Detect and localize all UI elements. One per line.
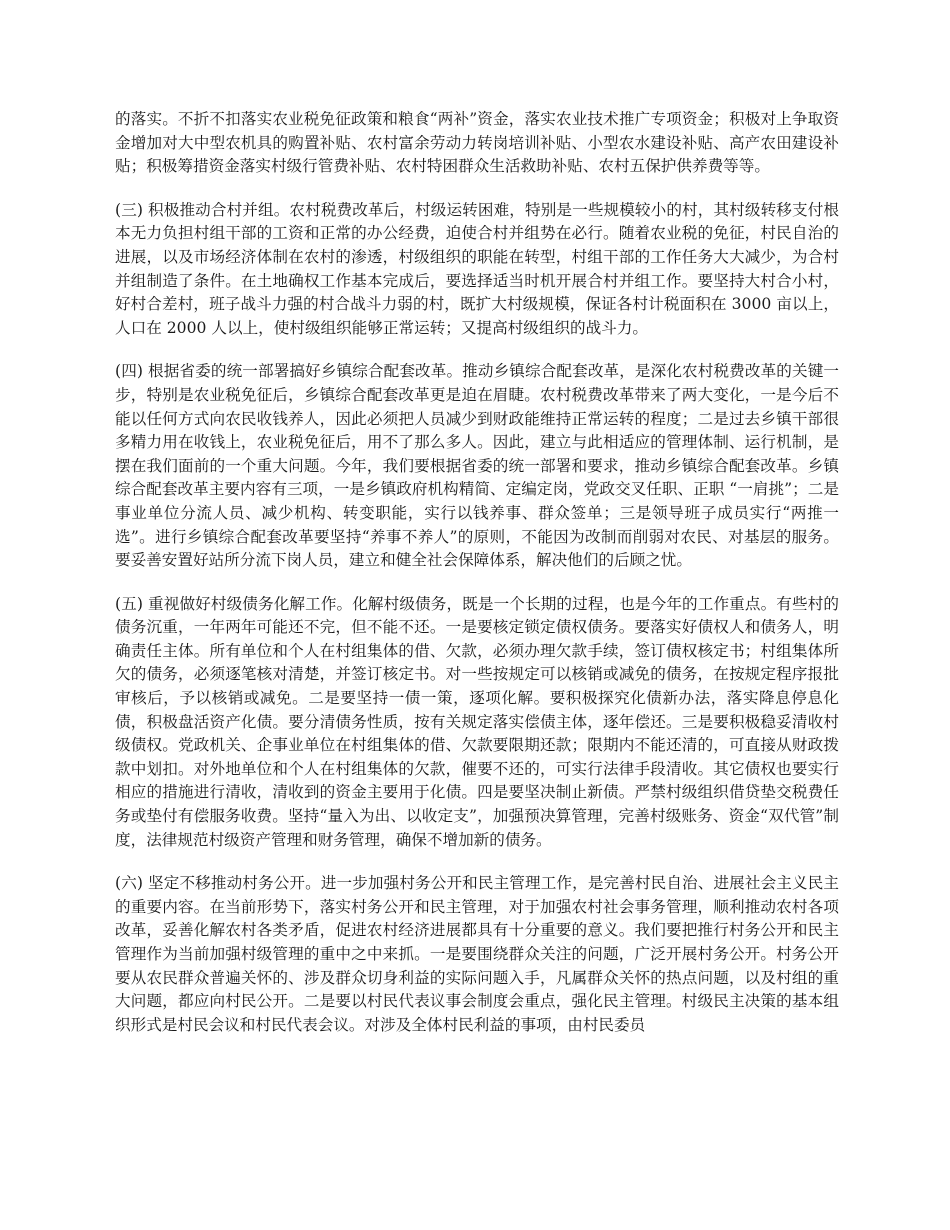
paragraph-subsidies: 的落实。不折不扣落实农业税免征政策和粮食“两补”资金，落实农业技术推广专项资金；积极对上争取资金增加对大中型农机具的购置补贴、农村富余劳动力转岗培训补贴、小型农水建设补贴、高产农田建设补贴；积极筹措资金落实村级行管费补贴、农村特困群众生活救助补贴、农村五保护供养费等等。: [115, 110, 839, 176]
paragraph-section-6-village-affairs: (六) 坚定不移推动村务公开。进一步加强村务公开和民主管理工作，是完善村民自治、进展社会主义民主的重要内容。在当前形势下，落实村务公开和民主管理，对于加强农村社会事务管理，顺利推动农村各项改革，妥善化解农村各类矛盾，促进农村经济进展都具有十分重要的意义。我们要把推行村务公开和民主管理作为当前加强村级管理的重中之中来抓。一是要围绕群众关注的问题，广泛开展村务公开。村务公开要从农民群众普遍关怀的、涉及群众切身利益的实际问题入手，凡属群众关怀的热点问题，以及村组的重大问题，都应向村民公开。二是要以村民代表议事会制度会重点，强化民主管理。村级民主决策的基本组织形式是村民会议和村民代表会议。对涉及全体村民利益的事项，由村民委员: [115, 874, 839, 1034]
paragraph-section-4-township-reform: (四) 根据省委的统一部署搞好乡镇综合配套改革。推动乡镇综合配套改革，是深化农村税费改革的关键一步，特别是农业税免征后，乡镇综合配套改革更是迫在眉睫。农村税费改革带来了两大变化，一是今后不能以任何方式向农民收钱养人，因此必须把人员减少到财政能维持正常运转的程度；二是过去乡镇干部很多精力用在收钱上，农业税免征后，用不了那么多人。因此，建立与此相适应的管理体制、运行机制，是摆在我们面前的一个重大问题。今年，我们要根据省委的统一部署和要求，推动乡镇综合配套改革。乡镇综合配套改革主要内容有三项，一是乡镇政府机构精简、定编定岗，党政交叉任职、正职 “一肩挑”；二是事业单位分流人员、减少机构、转变职能，实行以钱养事、群众签单；三是领导班子成员实行“两推一选”。进行乡镇综合配套改革要坚持“养事不养人”的原则，不能因为改制而削弱对农民、对基层的服务。要妥善安置好站所分流下岗人员，建立和健全社会保障体系，解决他们的后顾之忧。: [115, 362, 839, 570]
document-page: [115, 108, 839, 1057]
paragraph-section-5-village-debt: (五) 重视做好村级债务化解工作。化解村级债务，既是一个长期的过程，也是今年的工作重点。有些村的债务沉重，一年两年可能还不完，但不能不还。一是要核定锁定债权债务。要落实好债权人和债务人，明确责任主体。所有单位和个人在村组集体的借、欠款，必须办理欠款手续，签订债权核定书；村组集体所欠的债务，必须逐笔核对清楚，并签订核定书。对一些按规定可以核销或减免的债务，在按规定程序报批审核后，予以核销或减免。二是要坚持一债一策，逐项化解。要积极探究化债新办法，落实降息停息化债，积极盘活资产化债。要分清债务性质，按有关规定落实偿债主体，逐年偿还。三是要积极稳妥清收村级债权。党政机关、企事业单位在村组集体的借、欠款要限期还款；限期内不能还清的，可直接从财政拨款中划扣。对外地单位和个人在村组集体的欠款，催要不还的，可实行法律手段清收。其它债权也要实行相应的措施进行清收，清收到的资金主要用于化债。四是要坚决制止新债。严禁村级组织借贷垫交税费任务或垫付有偿服务收费。坚持“量入为出、以收定支”，加强预决算管理，完善村级账务、资金“双代管”制度，法律规范村级资产管理和财务管理，确保不增加新的债务。: [115, 594, 839, 849]
paragraph-section-3-merge-villages: (三) 积极推动合村并组。农村税费改革后，村级运转困难，特别是一些规模较小的村，其村级转移支付根本无力负担村组干部的工资和正常的办公经费，迫使合村并组势在必行。随着农业税的免征，村民自治的进展，以及市场经济体制在农村的渗透，村级组织的职能在转型，村组干部的工作任务大大减少，为合村并组制造了条件。在土地确权工作基本完成后，要选择适当时机开展合村并组工作。要坚持大村合小村，好村合差村，班子战斗力强的村合战斗力弱的村，既扩大村级规模，保证各村计税面积在 3000 亩以上，人口在 2000 人以上，使村级组织能够正常运转；又提高村级组织的战斗力。: [115, 200, 839, 337]
